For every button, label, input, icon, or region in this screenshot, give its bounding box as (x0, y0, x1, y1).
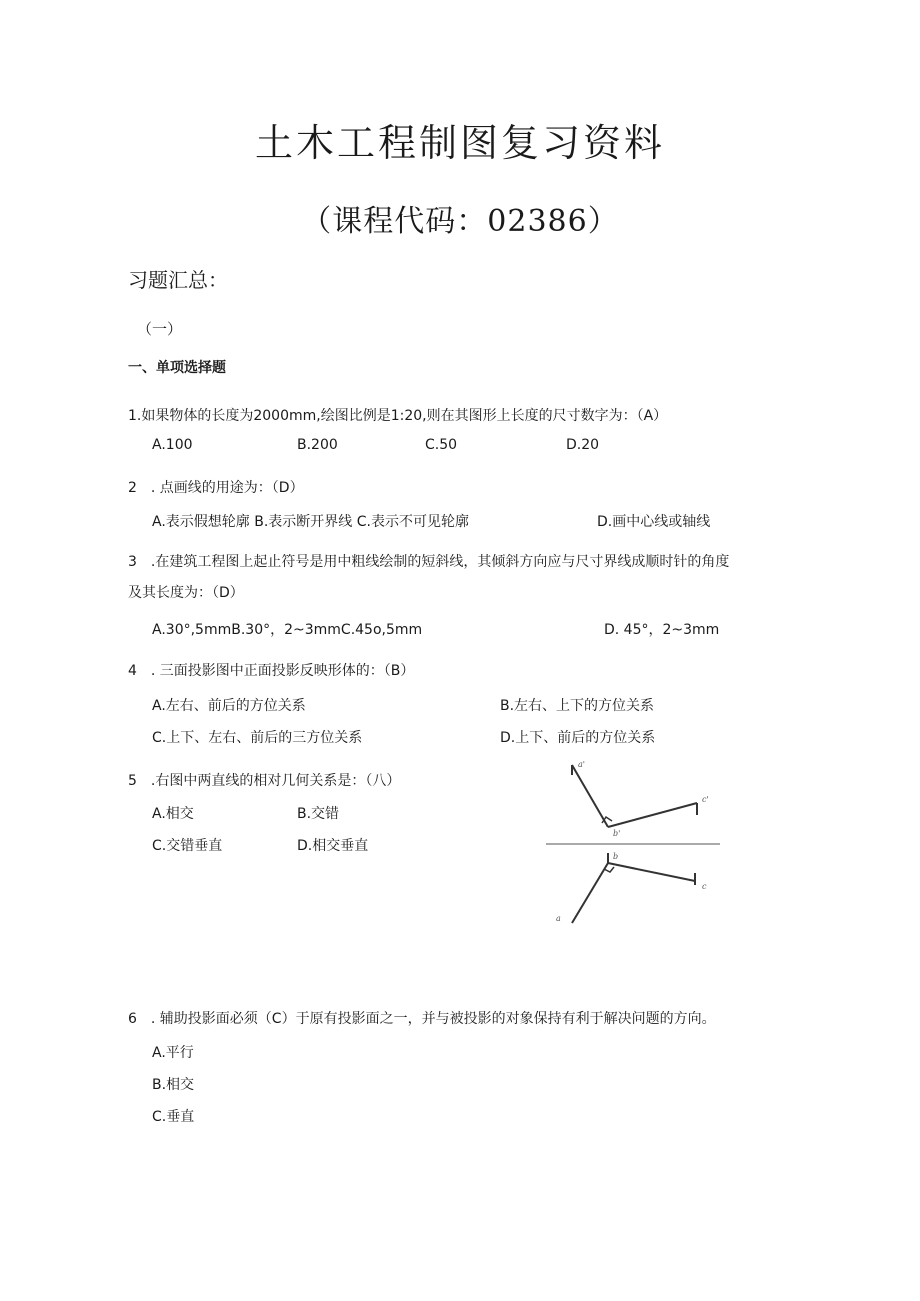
q1-option-c: C.50 (425, 437, 458, 453)
question-4: 4 . 三面投影图中正面投影反映形体的：（B） (128, 663, 415, 679)
q1-option-a: A.100 (152, 437, 193, 453)
question-3-continued: 及其长度为：（D） (128, 585, 244, 601)
question-6: 6 . 辅助投影面必须（C）于原有投影面之一，并与被投影的对象保持有利于解决问题的方向。 (128, 1011, 716, 1027)
page-title: 土木工程制图复习资料 (254, 121, 665, 165)
course-code: （课程代码：02386） (301, 204, 619, 239)
q5-option-c: C.交错垂直 (152, 838, 223, 854)
question-2: 2 . 点画线的用途为：（D） (128, 480, 304, 496)
q4-option-a: A.左右、前后的方位关系 (152, 698, 306, 714)
line-b-c-upper (608, 803, 697, 827)
q4-option-b: B.左右、上下的方位关系 (500, 698, 655, 714)
line-a-b-upper (572, 765, 608, 827)
q5-option-a: A.相交 (152, 806, 194, 822)
q5-option-d: D.相交垂直 (297, 838, 369, 854)
question-5: 5 .右图中两直线的相对几何关系是：（八） (128, 773, 401, 789)
label-c: c (702, 882, 707, 891)
question-1: 1.如果物体的长度为2000mm,绘图比例是1:20,则在其图形上长度的尺寸数字为：（A） (128, 408, 668, 424)
question-3: 3 .在建筑工程图上起止符号是用中粗线绘制的短斜线，其倾斜方向应与尺寸界线成顺时针的角度 (128, 554, 730, 570)
line-a-b-lower (572, 863, 608, 923)
q2-option-abc: A.表示假想轮廓 B.表示断开界线 C.表示不可见轮廓 (152, 514, 469, 530)
q5-option-b: B.交错 (297, 806, 340, 822)
label-b: b (613, 852, 619, 861)
q6-option-b: B.相交 (152, 1077, 195, 1093)
label-a: a (556, 914, 561, 923)
section-title: 习题汇总： (128, 268, 228, 292)
q6-option-a: A.平行 (152, 1045, 194, 1061)
q4-option-d: D.上下、前后的方位关系 (500, 730, 656, 746)
question-type-heading: 一、单项选择题 (128, 360, 226, 376)
label-a-prime: a' (578, 760, 585, 769)
q2-option-d: D.画中心线或轴线 (597, 514, 711, 530)
q1-option-b: B.200 (297, 437, 338, 453)
q4-option-c: C.上下、左右、前后的三方位关系 (152, 730, 363, 746)
part-label: （一） (137, 320, 183, 338)
projection-figure (540, 755, 730, 935)
q1-option-d: D.20 (566, 437, 600, 453)
line-b-c-lower (608, 863, 695, 881)
label-c-prime: c' (702, 795, 709, 804)
q3-option-abc: A.30°,5mmB.30°，2~3mmC.45o,5mm (152, 622, 423, 638)
q3-option-d: D. 45°，2~3mm (604, 622, 720, 638)
q6-option-c: C.垂直 (152, 1109, 195, 1125)
label-b-prime: b' (613, 829, 621, 838)
